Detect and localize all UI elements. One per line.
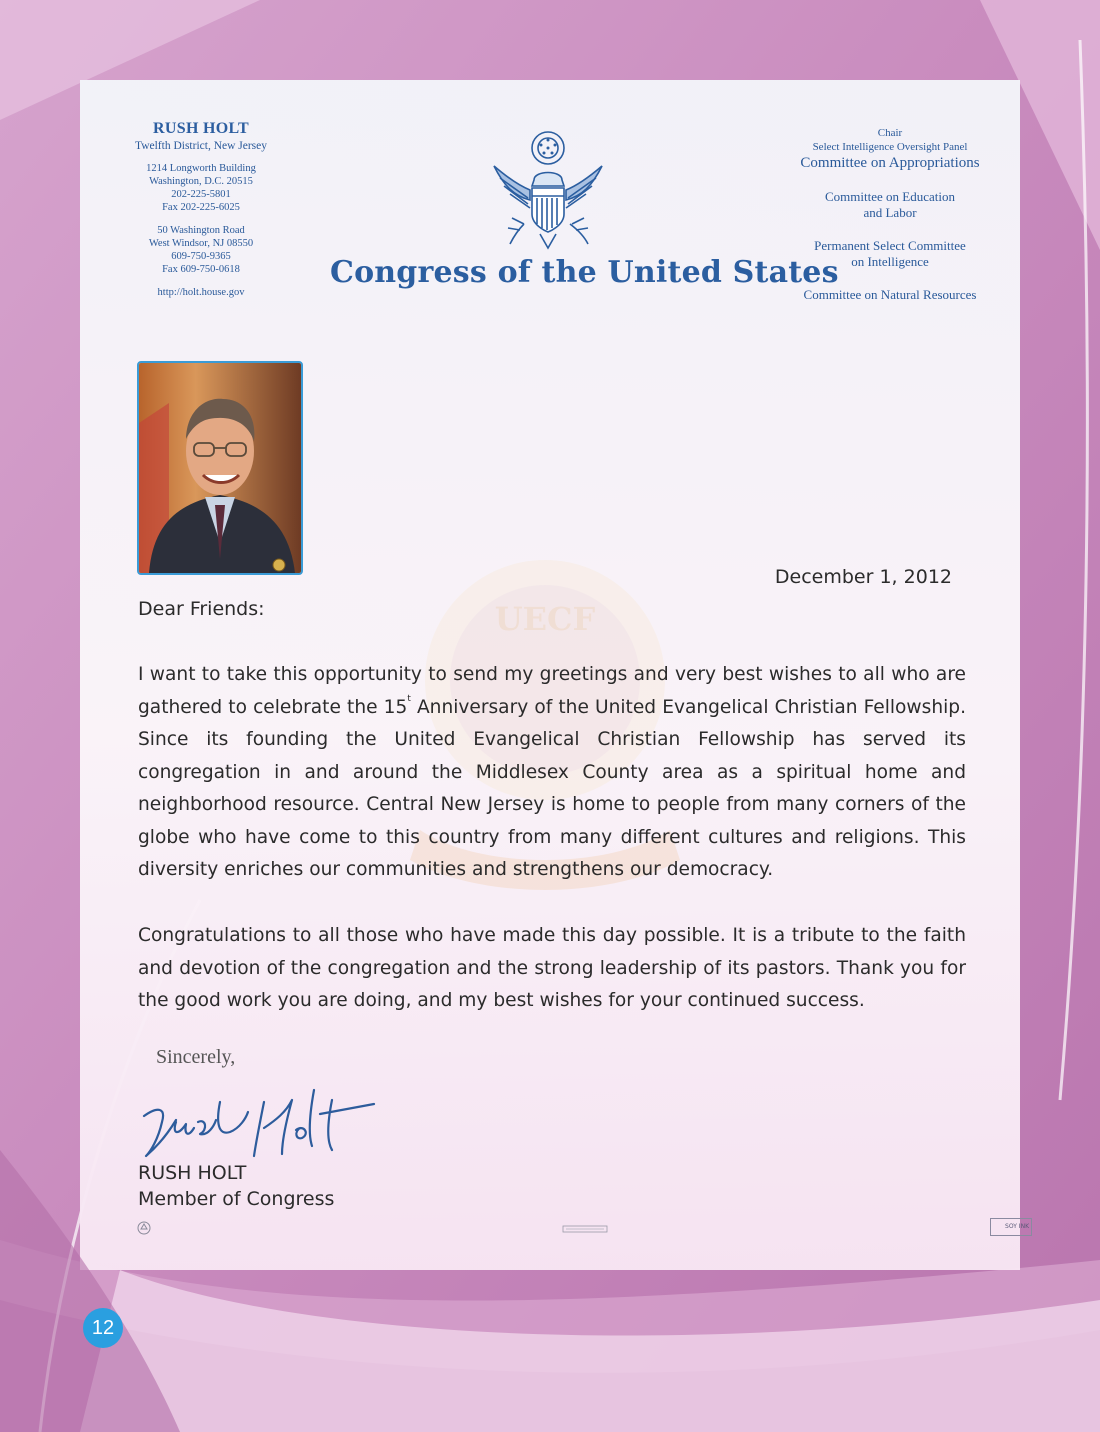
salutation: Dear Friends: (138, 598, 265, 620)
portrait-photo (137, 361, 303, 575)
portrait-image (139, 363, 301, 573)
committee-intelligence: Permanent Select Committee on Intelligence (814, 238, 966, 269)
oversight-panel: Select Intelligence Oversight Panel (812, 141, 968, 153)
soy-ink-icon: SOY INK (990, 1218, 1032, 1236)
letter-date: December 1, 2012 (774, 566, 952, 588)
committee-natural-resources: Committee on Natural Resources (803, 287, 977, 302)
svg-text:UECF: UECF (494, 600, 596, 638)
committee-appropriations: Committee on Appropriations (800, 155, 980, 171)
signature-image (136, 1060, 396, 1170)
letterhead-left (120, 120, 282, 299)
committee-education: Committee on Education and Labor (825, 189, 955, 220)
recycle-icon (136, 1220, 152, 1236)
signer-block (138, 1160, 334, 1212)
district-label: Twelfth District, New Jersey (134, 140, 268, 152)
closing: Sincerely, (156, 1046, 236, 1068)
printer-mark-icon (562, 1224, 608, 1234)
signer-name: RUSH HOLT (138, 1162, 247, 1184)
representative-name: RUSH HOLT (153, 120, 249, 137)
page-number: 12 (83, 1308, 123, 1348)
body-paragraph-1: I want to take this opportunity to send my greetings and very best wishes to all who are gathered to celebrate the 15$^t$ Anniversary of the United Evangelical Christian Fellowship. Since its founding the United Evangelical Christian Fellowship has served its congregation in and around the Middlesex County area as a spiritual home and neighborhood resource. Central New Jersey is home to people from many corners of the globe who have come to this country from many different cultures and religions. This diversity enriches our communities and strengthens our democracy. (138, 664, 966, 880)
signer-title: Member of Congress (138, 1188, 335, 1210)
committee-list (782, 126, 998, 303)
district-office-address: 50 Washington Road West Windsor, NJ 08550 609-750-9365 Fax 609-750-0618 (148, 225, 254, 275)
website-link[interactable]: http://holt.house.gov (157, 287, 245, 298)
chair-label: Chair (877, 127, 903, 139)
eagle-seal-icon (484, 126, 612, 254)
ordinal-superscript: t (407, 693, 411, 704)
congress-title: Congress of the United States (330, 255, 839, 290)
dc-office-address: 1214 Longworth Building Washington, D.C. 20515 202-225-5801 Fax 202-225-6025 (146, 163, 256, 213)
body-paragraph-2: Congratulations to all those who have made this day possible. It is a tribute to the faith and devotion of the congregation and the strong leadership of its pastors. Thank you for the good work you are doing, and my best wishes for your continued success. (138, 925, 966, 1011)
